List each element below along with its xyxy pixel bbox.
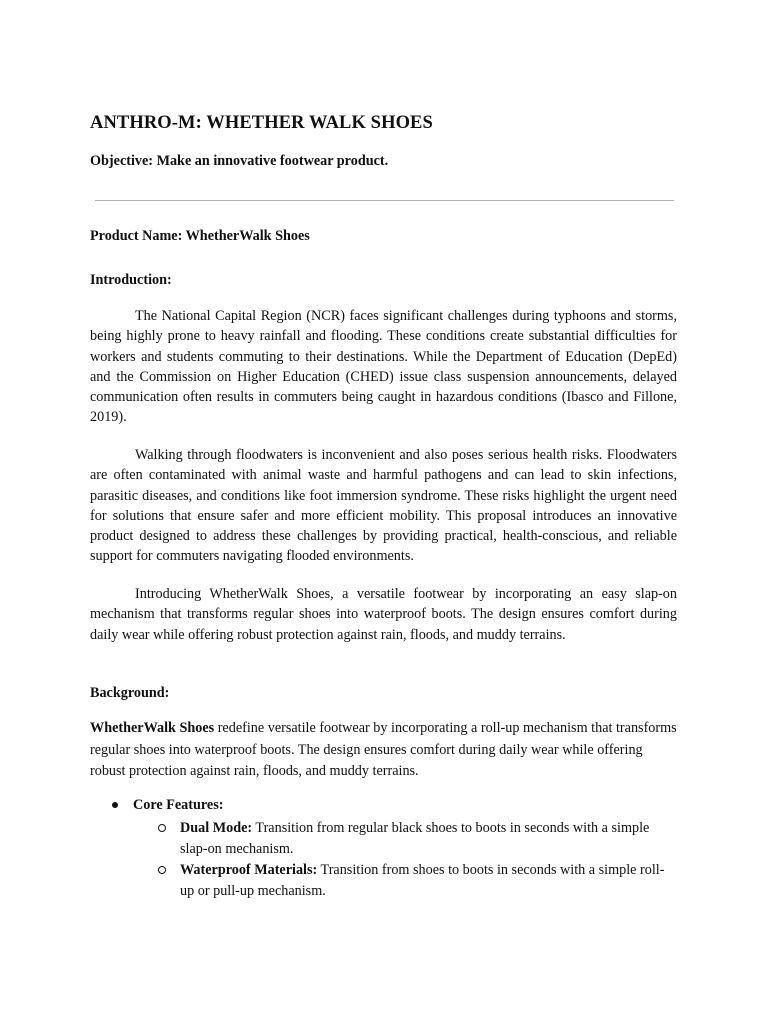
feature-item-waterproof-materials <box>158 860 678 902</box>
introduction-heading: Introduction: <box>90 272 172 288</box>
product-name: Product Name: WhetherWalk Shoes <box>90 228 310 244</box>
intro-paragraph-1: The National Capital Region (NCR) faces significant challenges during typhoons and storms, being highly prone to heavy rainfall and flooding. These conditions create substantial difficulties for workers and students commuting to their destinations. While the Department of Education (DepEd) and the Commission on Higher Education (CHED) issue class suspension announcements, delayed communication often results in commuters being caught in hazardous conditions (Ibasco and Fillone, 2019). <box>90 308 677 426</box>
intro-paragraph-3: Introducing WhetherWalk Shoes, a versatile footwear by incorporating an easy slap-on mechanism that transforms regular shoes into waterproof boots. The design ensures comfort during daily wear while offering robust protection against rain, floods, and muddy terrains. <box>90 586 677 643</box>
background-text: redefine versatile footwear by incorporating a roll-up mechanism that transforms regular shoes into waterproof boots. The design ensures comfort during daily wear while offering robust protection against rain, floods, and muddy terrains. <box>90 720 677 779</box>
horizontal-divider <box>95 200 674 201</box>
background-heading: Background: <box>90 685 170 701</box>
core-features-label: Core Features: <box>133 797 224 813</box>
intro-paragraph-2: Walking through floodwaters is inconvenient and also poses serious health risks. Floodwaters are often contaminated with animal waste and harmful pathogens and can lead to skin infections, parasitic diseases, and conditions like foot immersion syndrome. These risks highlight the urgent need for solutions that ensure safer and more efficient mobility. This proposal introduces an innovative product designed to address these challenges by providing practical, health-conscious, and reliable support for commuters navigating flooded environments. <box>90 447 677 565</box>
core-features-bullet <box>112 797 223 814</box>
hollow-bullet-icon <box>158 824 166 832</box>
feature-label: Dual Mode: <box>180 820 253 836</box>
document-title: ANTHRO-M: WHETHER WALK SHOES <box>90 113 433 133</box>
background-paragraph <box>90 718 677 783</box>
feature-text: Transition from regular black shoes to boots in seconds with a simple slap-on mechanism. <box>180 820 650 857</box>
bullet-icon <box>112 802 118 808</box>
feature-text: Transition from shoes to boots in seconds with a simple roll-up or pull-up mechanism. <box>180 862 665 899</box>
hollow-bullet-icon <box>158 866 166 874</box>
background-product-name: WhetherWalk Shoes <box>90 720 215 736</box>
feature-item-dual-mode <box>158 818 678 860</box>
feature-label: Waterproof Materials: <box>180 862 318 878</box>
objective-line: Objective: Make an innovative footwear product. <box>90 153 389 169</box>
